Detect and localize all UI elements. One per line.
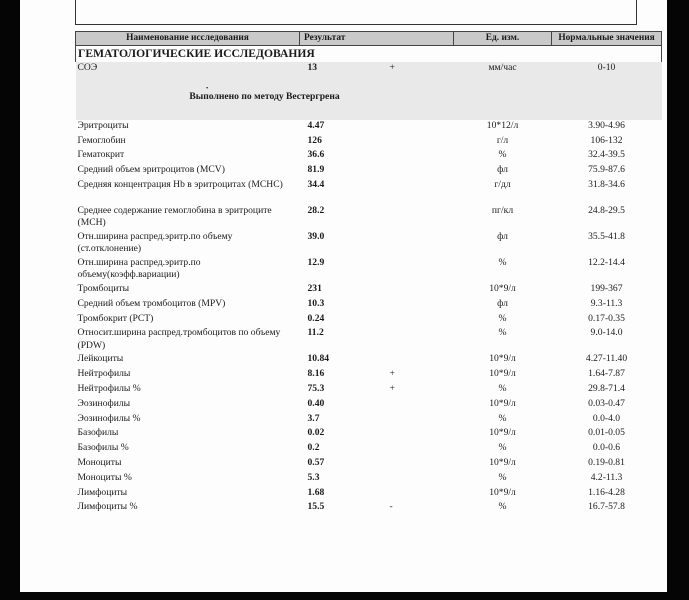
row-unit: %: [498, 149, 507, 161]
row-unit: 10*9/л: [489, 486, 516, 498]
row-flag: +: [389, 368, 395, 380]
row-name: Тромбокрит (PCT): [77, 312, 154, 324]
row-name: Эритроциты: [77, 119, 129, 131]
row-result: 15.5: [307, 501, 325, 513]
section-title: ГЕМАТОЛОГИЧЕСКИЕ ИССЛЕДОВАНИЯ: [76, 46, 662, 63]
photo-border-bottom: [0, 592, 689, 600]
method-note-blank: [454, 77, 662, 120]
method-note-row: [76, 77, 662, 120]
row-unit: фл: [497, 230, 508, 242]
table-row: [76, 149, 662, 164]
row-result: 13: [300, 62, 388, 77]
method-note: Выполнено по методу Вестергрена: [189, 90, 340, 102]
row-norm: 35.5-41.8: [588, 230, 625, 242]
row-result: 3.7: [307, 412, 320, 424]
row-name: Отн.ширина распред.эритр.по объему (ст.отклонение): [77, 230, 233, 255]
row-result: 1.68: [307, 486, 325, 498]
table-row: [76, 257, 662, 283]
row-flag: [388, 298, 454, 313]
row-flag: [388, 283, 454, 298]
row-norm: 29.8-71.4: [588, 382, 625, 394]
row-result: 10.84: [307, 353, 330, 365]
row-norm: 32.4-39.5: [588, 149, 625, 161]
row-name: Отн.ширина распред.эритр.по объему(коэфф.вариации): [77, 256, 201, 281]
row-norm: 24.8-29.5: [588, 204, 625, 216]
row-flag: [388, 120, 454, 135]
row-flag: [388, 164, 454, 179]
row-norm: 16.7-57.8: [588, 501, 625, 513]
row-norm: 0.01-0.05: [588, 427, 625, 439]
row-result: 28.2: [307, 204, 325, 216]
row-unit: мм/час: [454, 62, 552, 77]
row-unit: %: [498, 471, 507, 483]
row-name: Среднее содержание гемоглобина в эритроците (MCH): [77, 204, 272, 229]
row-flag: [388, 353, 454, 368]
row-flag: [388, 472, 454, 487]
table-row: [76, 283, 662, 298]
table-row: [76, 135, 662, 150]
row-flag: +: [389, 382, 395, 394]
row-flag: [388, 487, 454, 502]
row-flag: [388, 205, 454, 231]
row-name: Средний объем тромбоцитов (MPV): [77, 297, 226, 309]
table-row: [76, 427, 662, 442]
row-result: 231: [307, 282, 322, 294]
row-norm: 4.2-11.3: [590, 471, 623, 483]
table-row: [76, 472, 662, 487]
row-result: 0.2: [307, 442, 320, 454]
header-result: Результат: [300, 32, 454, 46]
row-unit: пг/кл: [491, 204, 514, 216]
row-flag: [388, 231, 454, 257]
row-unit: 10*9/л: [489, 427, 516, 439]
table-row: [76, 398, 662, 413]
table-row: [76, 383, 662, 398]
row-flag: [388, 257, 454, 283]
row-flag: [388, 427, 454, 442]
row-norm: 0.19-0.81: [588, 456, 625, 468]
table-row: [76, 501, 662, 516]
row-unit: 10*9/л: [489, 368, 516, 380]
row-name: Лимфоциты %: [77, 501, 138, 513]
row-norm: 75.9-87.6: [588, 164, 625, 176]
row-unit: 10*9/л: [489, 353, 516, 365]
row-unit: %: [498, 256, 507, 268]
row-norm: 9.3-11.3: [590, 297, 623, 309]
row-unit: %: [498, 382, 507, 394]
method-note-cell: [76, 77, 454, 120]
results-table: [75, 31, 662, 516]
note-mark: ·: [205, 82, 209, 94]
row-flag: [388, 313, 454, 328]
row-name: Базофилы: [77, 427, 119, 439]
row-norm: 31.8-34.6: [588, 178, 625, 190]
row-norm: 3.90-4.96: [588, 119, 625, 131]
row-name: Лимфоциты: [77, 486, 128, 498]
row-flag: -: [389, 501, 393, 513]
row-result: 0.24: [307, 312, 325, 324]
row-unit: г/л: [496, 134, 509, 146]
row-name: Нейтрофилы: [77, 368, 131, 380]
row-norm: 106-132: [590, 134, 623, 146]
row-norm: 0.0-4.0: [592, 412, 621, 424]
row-name: Нейтрофилы %: [77, 382, 141, 394]
row-unit: фл: [497, 164, 508, 176]
table-row: [76, 62, 662, 77]
row-unit: 10*9/л: [489, 456, 516, 468]
row-result: 81.9: [307, 164, 325, 176]
row-name: Относит.ширина распред.тромбоцитов по объему (PDW): [77, 327, 281, 351]
row-norm: 4.27-11.40: [585, 353, 628, 365]
row-unit: %: [498, 501, 507, 513]
row-result: 0.40: [307, 397, 325, 409]
row-name: Эозинофилы: [77, 397, 131, 409]
row-flag: [388, 149, 454, 164]
document-page: [20, 0, 667, 592]
header-box: [75, 0, 637, 25]
row-norm: 0.03-0.47: [588, 397, 625, 409]
table-row: [76, 120, 662, 135]
row-name: Моноциты: [77, 456, 122, 468]
row-flag: [388, 457, 454, 472]
row-flag: [388, 135, 454, 150]
row-result: 34.4: [307, 178, 325, 190]
row-result: 5.3: [307, 471, 320, 483]
row-flag: [388, 327, 454, 353]
row-name: Средний объем эритроцитов (MCV): [77, 164, 225, 176]
table-row: [76, 368, 662, 383]
row-unit: %: [498, 442, 507, 454]
row-result: 8.16: [307, 368, 325, 380]
table-row: [76, 179, 662, 205]
row-norm: 1.16-4.28: [588, 486, 625, 498]
header-name: Наименование исследования: [76, 32, 300, 46]
row-result: 4.47: [307, 119, 325, 131]
section-row: [76, 46, 662, 63]
row-name: Гемоглобин: [77, 134, 126, 146]
table-row: [76, 487, 662, 502]
table-row: [76, 327, 662, 353]
table-row: [76, 442, 662, 457]
row-name: Моноциты %: [77, 471, 132, 483]
row-unit: 10*12/л: [486, 119, 519, 131]
table-row: [76, 353, 662, 368]
table-row: [76, 298, 662, 313]
row-result: 36.6: [307, 149, 325, 161]
row-norm: 199-367: [590, 282, 623, 294]
row-flag: [388, 179, 454, 205]
row-flag: [388, 413, 454, 428]
row-unit: %: [498, 312, 507, 324]
row-result: 10.3: [307, 297, 325, 309]
row-result: 0.02: [307, 427, 325, 439]
table-row: [76, 164, 662, 179]
table-row: [76, 413, 662, 428]
photo-border-right: [667, 0, 689, 600]
row-result: 11.2: [307, 327, 324, 339]
row-unit: фл: [497, 297, 508, 309]
table-header: [76, 32, 662, 46]
row-unit: г/дл: [494, 178, 511, 190]
header-unit: Ед. изм.: [454, 32, 552, 46]
row-result: 126: [307, 134, 322, 146]
row-norm: 0.17-0.35: [588, 312, 625, 324]
row-name: Гематокрит: [77, 149, 125, 161]
table-row: [76, 313, 662, 328]
table-row: [76, 457, 662, 472]
row-name: Тромбоциты: [77, 282, 130, 294]
row-norm: 1.64-7.87: [588, 368, 625, 380]
row-unit: 10*9/л: [489, 397, 516, 409]
row-name: Лейкоциты: [77, 353, 124, 365]
row-name: СОЭ: [76, 62, 300, 77]
row-norm: 0-10: [552, 62, 662, 77]
row-flag: +: [388, 62, 454, 77]
row-result: 12.9: [307, 256, 325, 268]
row-name: Эозинофилы %: [77, 412, 141, 424]
header-norm: Нормальные значения: [552, 32, 662, 46]
row-result: 75.3: [307, 382, 325, 394]
row-name: Средняя концентрация Hb в эритроцитах (MCHC): [77, 178, 283, 190]
row-norm: 12.2-14.4: [588, 256, 625, 268]
row-name: Базофилы %: [77, 442, 129, 454]
row-flag: [388, 442, 454, 457]
row-norm: 9.0-14.0: [590, 327, 623, 339]
photo-border-left: [0, 0, 20, 600]
table-row: [76, 205, 662, 231]
row-unit: 10*9/л: [489, 282, 516, 294]
row-unit: %: [498, 412, 507, 424]
row-result: 39.0: [307, 230, 325, 242]
row-result: 0.57: [307, 456, 325, 468]
row-unit: %: [498, 327, 507, 339]
row-flag: [388, 398, 454, 413]
table-row: [76, 231, 662, 257]
row-norm: 0.0-0.6: [592, 442, 621, 454]
